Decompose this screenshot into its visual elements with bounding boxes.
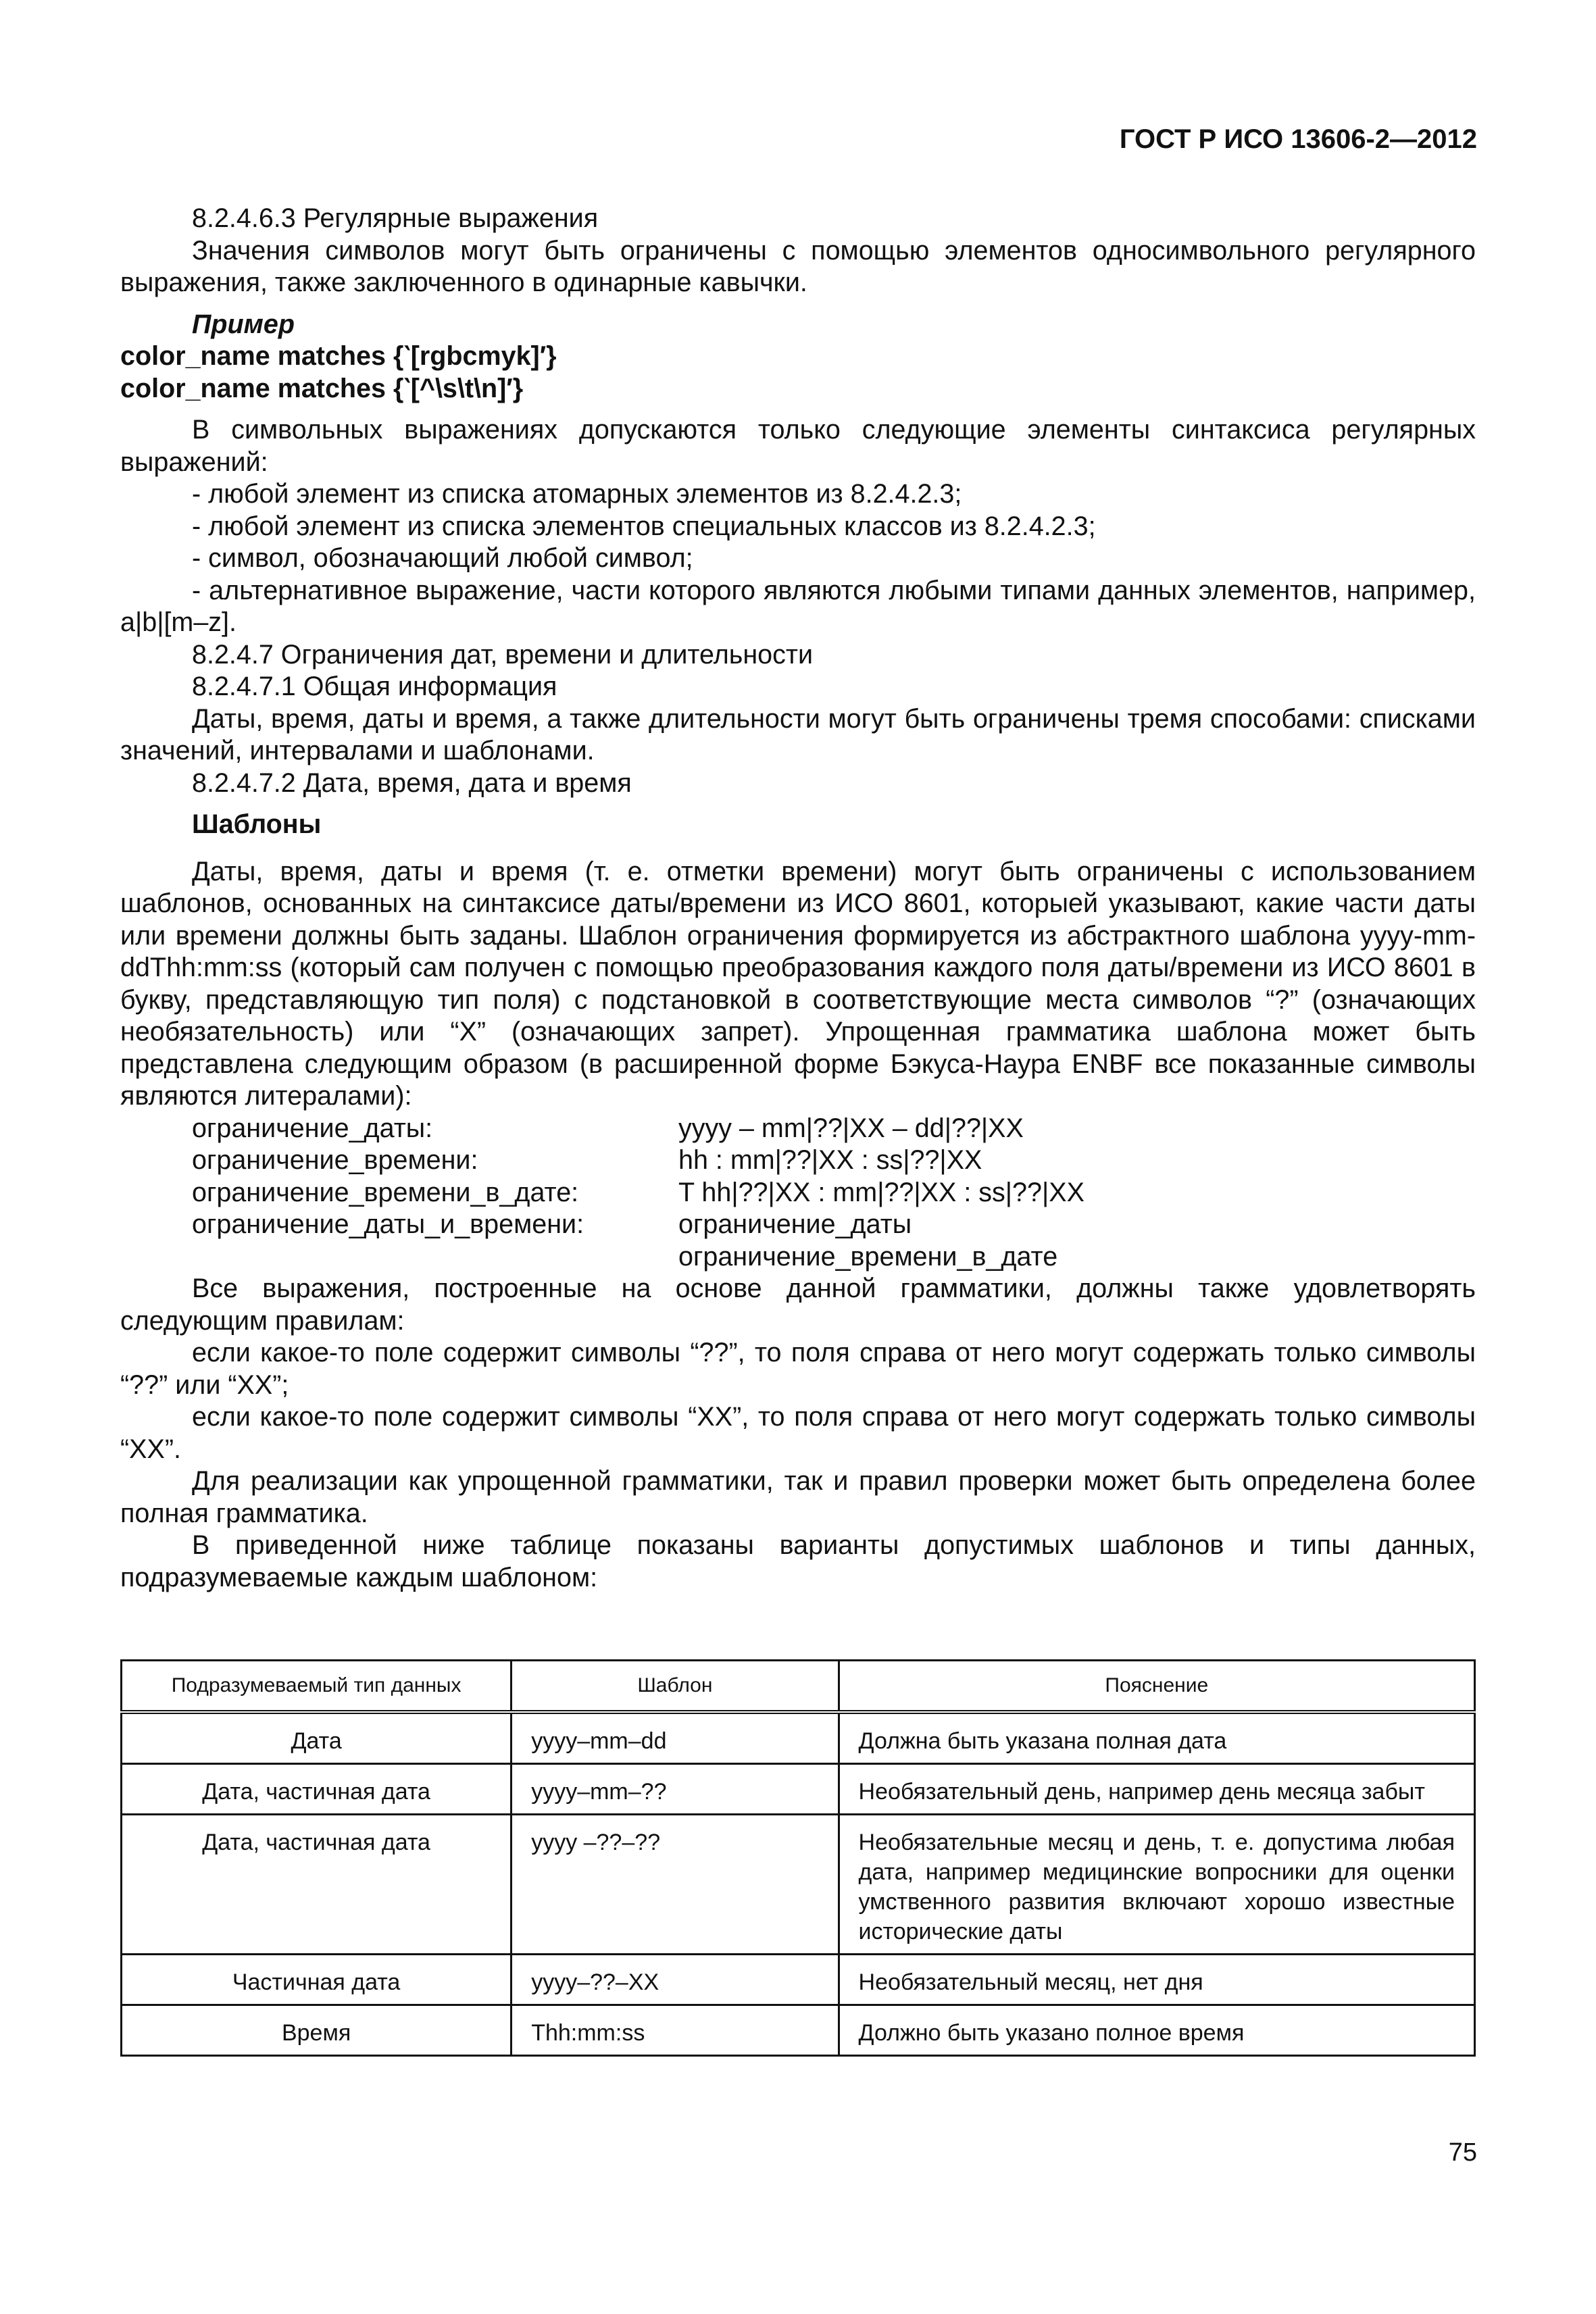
grammar-rule: hh : mm|??|XX : ss|??|XX bbox=[678, 1145, 982, 1175]
document-body bbox=[120, 203, 1476, 1594]
template-cell: Thh:mm:ss bbox=[512, 2005, 839, 2056]
list-item: - символ, обозначающий любой символ; bbox=[192, 543, 693, 573]
explanation-cell: Необязательный день, например день месяца забыт bbox=[839, 1764, 1474, 1815]
table-row bbox=[122, 1955, 1475, 2005]
grammar-name bbox=[120, 1241, 678, 1274]
template-cell: yyyy–mm–?? bbox=[512, 1764, 839, 1815]
section-heading-datetime: 8.2.4.7 Ограничения дат, времени и длительности bbox=[192, 639, 814, 670]
grammar-name: ограничение_даты_и_времени: bbox=[192, 1209, 584, 1239]
grammar-row bbox=[120, 1241, 1476, 1274]
templates-heading: Шаблоны bbox=[192, 809, 322, 839]
list-item: - любой элемент из списка элементов специальных классов из 8.2.4.2.3; bbox=[192, 511, 1096, 541]
rules-intro: Все выражения, построенные на основе данной грамматики, должны также удовлетворять следующим правилам: bbox=[120, 1274, 1476, 1336]
standard-header: ГОСТ Р ИСО 13606-2—2012 bbox=[1119, 124, 1477, 154]
table-row bbox=[122, 1764, 1475, 1815]
grammar-row bbox=[120, 1209, 1476, 1241]
rule-paragraph: если какое-то поле содержит символы “??”, то поля справа от него могут содержать только символы “??” или “XX”; bbox=[120, 1338, 1476, 1400]
column-header: Пояснение bbox=[839, 1661, 1474, 1713]
table-row bbox=[122, 1712, 1475, 1764]
rule-paragraph: если какое-то поле содержит символы “XX”, то поля справа от него могут содержать только символы “XX”. bbox=[120, 1402, 1476, 1464]
full-grammar-note: Для реализации как упрощенной грамматики, так и правил проверки может быть определена более полная грамматика. bbox=[120, 1466, 1476, 1528]
section-heading-regex: 8.2.4.6.3 Регулярные выражения bbox=[192, 203, 599, 233]
type-cell: Дата bbox=[122, 1712, 512, 1764]
type-cell: Время bbox=[122, 2005, 512, 2056]
explanation-cell: Должна быть указана полная дата bbox=[839, 1712, 1474, 1764]
template-cell: yyyy –??–?? bbox=[512, 1815, 839, 1955]
list-item: - альтернативное выражение, части которого являются любыми типами данных элементов, например, a|b|[m–z]. bbox=[120, 575, 1476, 637]
page-number: 75 bbox=[1448, 2138, 1477, 2167]
templates-paragraph: Даты, время, даты и время (т. е. отметки времени) могут быть ограничены с использованием шаблонов, основанных на синтаксисе даты/времени из ИСО 8601, которыей указывают, какие части даты или времени должны быть заданы. Шаблон ограничения формируется из абстрактного шаблона yyyy-mm-ddThh:mm:ss (который сам получен с помощью преобразования каждого поля даты/времени из ИСО 8601 в букву, представляющую тип поля) с подстановкой в соответствующие места символов “?” (означающих необязательность) или “X” (означающих запрет). Упрощенная грамматика шаблона может быть представлена следующим образом (в расширенной форме Бэкуса-Наура ENBF все показанные символы являются литералами): bbox=[120, 856, 1476, 1111]
type-cell: Частичная дата bbox=[122, 1955, 512, 2005]
grammar-name: ограничение_времени_в_дате: bbox=[192, 1177, 579, 1207]
table-row bbox=[122, 2005, 1475, 2056]
templates-table bbox=[120, 1659, 1476, 2057]
allowed-elements-intro: В символьных выражениях допускаются только следующие элементы синтаксиса регулярных выражений: bbox=[120, 415, 1476, 477]
type-cell: Дата, частичная дата bbox=[122, 1815, 512, 1955]
explanation-cell: Необязательные месяц и день, т. е. допустима любая дата, например медицинские вопросники для оценки умственного развития включают хорошо известные исторические даты bbox=[839, 1815, 1474, 1955]
table-header-row bbox=[122, 1661, 1475, 1713]
explanation-cell: Необязательный месяц, нет дня bbox=[839, 1955, 1474, 2005]
grammar-row bbox=[120, 1113, 1476, 1145]
regex-intro-paragraph: Значения символов могут быть ограничены с помощью элементов односимвольного регулярного выражения, также заключенного в одинарные кавычки. bbox=[120, 235, 1476, 297]
example-label: Пример bbox=[192, 309, 295, 339]
grammar-rule: ограничение_времени_в_дате bbox=[678, 1241, 1058, 1272]
table-row bbox=[122, 1815, 1475, 1955]
type-cell: Дата, частичная дата bbox=[122, 1764, 512, 1815]
grammar-rule: ограничение_даты bbox=[678, 1209, 912, 1239]
subsection-heading-general: 8.2.4.7.1 Общая информация bbox=[192, 672, 557, 701]
template-cell: yyyy–??–XX bbox=[512, 1955, 839, 2005]
table-intro: В приведенной ниже таблице показаны варианты допустимых шаблонов и типы данных, подразумеваемые каждым шаблоном: bbox=[120, 1530, 1476, 1592]
grammar-rule: yyyy – mm|??|XX – dd|??|XX bbox=[678, 1113, 1024, 1143]
grammar-row bbox=[120, 1145, 1476, 1177]
template-cell: yyyy–mm–dd bbox=[512, 1712, 839, 1764]
general-info-paragraph: Даты, время, даты и время, а также длительности могут быть ограничены тремя способами: списками значений, интервалами и шаблонами. bbox=[120, 703, 1476, 765]
grammar-row bbox=[120, 1177, 1476, 1209]
code-line: color_name matches {‵[^\s\t\n]′} bbox=[120, 373, 524, 403]
list-item: - любой элемент из списка атомарных элементов из 8.2.4.2.3; bbox=[192, 479, 962, 509]
grammar-name: ограничение_даты: bbox=[192, 1113, 433, 1143]
column-header: Шаблон bbox=[512, 1661, 839, 1713]
code-line: color_name matches {‵[rgbcmyk]′} bbox=[120, 341, 557, 371]
subsection-heading-date-time: 8.2.4.7.2 Дата, время, дата и время bbox=[192, 768, 632, 798]
grammar-rule: T hh|??|XX : mm|??|XX : ss|??|XX bbox=[678, 1177, 1084, 1207]
explanation-cell: Должно быть указано полное время bbox=[839, 2005, 1474, 2056]
column-header: Подразумеваемый тип данных bbox=[122, 1661, 512, 1713]
grammar-name: ограничение_времени: bbox=[192, 1145, 478, 1175]
grammar-block bbox=[120, 1113, 1476, 1274]
